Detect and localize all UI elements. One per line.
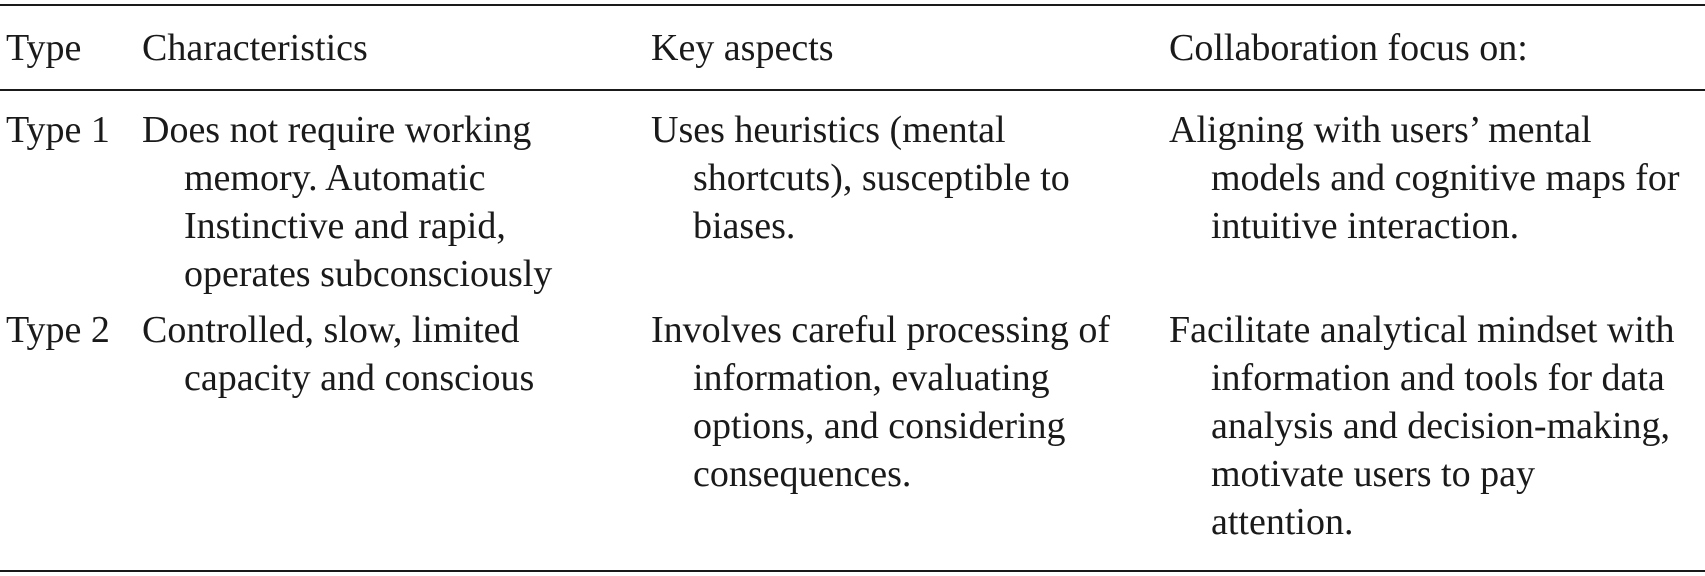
table-cell-line: analysis and decision-making, xyxy=(1211,405,1671,447)
table-cell-line: intuitive interaction. xyxy=(1211,205,1520,247)
table-cell-line: information, evaluating xyxy=(693,357,1050,399)
header-characteristics: Characteristics xyxy=(142,27,368,69)
table-bottom-rule xyxy=(0,570,1705,572)
table-cell-line: models and cognitive maps for xyxy=(1211,157,1680,199)
row-2-collaboration-focus xyxy=(1169,306,1705,546)
table-cell-line: Involves careful processing of xyxy=(651,309,1111,351)
table-cell-line: memory. Automatic xyxy=(184,157,486,199)
table-cell-line: information and tools for data xyxy=(1211,357,1665,399)
table-cell-line: options, and considering xyxy=(693,405,1066,447)
header-collaboration-focus: Collaboration focus on: xyxy=(1169,27,1528,69)
table-cell-line: consequences. xyxy=(693,453,912,495)
row-2-key-aspects xyxy=(651,306,1251,498)
table-cell-line: Does not require working xyxy=(142,109,532,151)
table-cell-line: Facilitate analytical mindset with xyxy=(1169,309,1675,351)
table-cell-line: shortcuts), susceptible to xyxy=(693,157,1070,199)
table-cell-line: operates subconsciously xyxy=(184,253,553,295)
table-cell-line: biases. xyxy=(693,205,796,247)
header-key-aspects: Key aspects xyxy=(651,27,834,69)
table-cell-line: capacity and conscious xyxy=(184,357,535,399)
table-cell-line: Aligning with users’ mental xyxy=(1169,109,1592,151)
table-cell-line: Instinctive and rapid, xyxy=(184,205,506,247)
row-1-type: Type 1 xyxy=(6,109,110,151)
table-cell-line: Controlled, slow, limited xyxy=(142,309,520,351)
row-2-type: Type 2 xyxy=(6,309,110,351)
header-type: Type xyxy=(6,27,82,69)
row-1-collaboration-focus xyxy=(1169,106,1705,250)
table-header-rule xyxy=(0,89,1705,91)
row-1-key-aspects xyxy=(651,106,1251,250)
table-top-rule xyxy=(0,4,1705,6)
table-cell-line: attention. xyxy=(1211,501,1354,543)
table-cell-line: Uses heuristics (mental xyxy=(651,109,1006,151)
table-cell-line: motivate users to pay xyxy=(1211,453,1535,495)
